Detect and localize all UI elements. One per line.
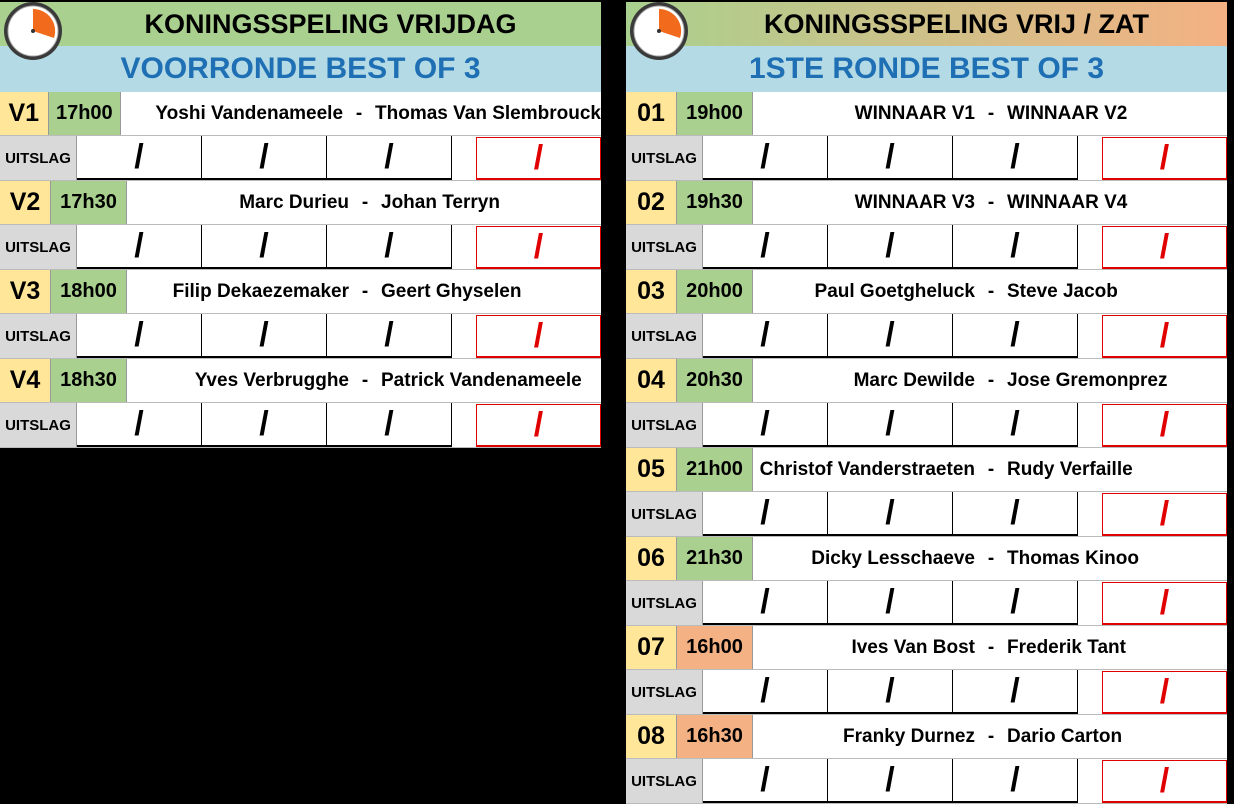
match-number: 03 bbox=[626, 270, 677, 313]
result-row bbox=[626, 136, 1227, 181]
set-score-cell-2[interactable]: / bbox=[202, 225, 327, 269]
set-score-cell-3[interactable]: / bbox=[953, 136, 1078, 180]
match-players bbox=[753, 537, 1227, 580]
match-number: 02 bbox=[626, 181, 677, 224]
result-row bbox=[626, 314, 1227, 359]
cell-gap bbox=[452, 225, 476, 269]
set-score-cell-1[interactable]: / bbox=[77, 403, 202, 447]
match-row bbox=[626, 270, 1227, 314]
result-row bbox=[0, 403, 601, 448]
set-score-cell-2[interactable]: / bbox=[828, 314, 953, 358]
result-row bbox=[626, 670, 1227, 715]
result-row bbox=[626, 581, 1227, 626]
player-two: Jose Gremonprez bbox=[1007, 369, 1168, 391]
match-players bbox=[753, 359, 1227, 402]
set-score-cell-3[interactable]: / bbox=[953, 759, 1078, 803]
player-two: Thomas Van Slembrouck bbox=[375, 102, 601, 124]
player-one: Yves Verbrugghe bbox=[194, 369, 349, 391]
match-number: 08 bbox=[626, 715, 677, 758]
versus-separator: - bbox=[361, 191, 369, 213]
match-number: V4 bbox=[0, 359, 51, 402]
set-score-cell-2[interactable]: / bbox=[828, 403, 953, 447]
result-label: UITSLAG bbox=[626, 136, 703, 180]
match-time: 21h00 bbox=[677, 448, 753, 491]
panel-subtitle: 1STE RONDE BEST OF 3 bbox=[626, 46, 1227, 92]
player-two: Dario Carton bbox=[1007, 725, 1123, 747]
total-score-cell[interactable]: / bbox=[1102, 315, 1227, 358]
player-one: Marc Dewilde bbox=[853, 369, 975, 391]
match-time: 17h00 bbox=[49, 92, 121, 135]
match-row bbox=[0, 92, 601, 136]
match-number: 04 bbox=[626, 359, 677, 402]
result-row bbox=[626, 225, 1227, 270]
set-score-cell-1[interactable]: / bbox=[703, 403, 828, 447]
result-label: UITSLAG bbox=[626, 581, 703, 625]
total-score-cell[interactable]: / bbox=[1102, 137, 1227, 180]
result-row bbox=[0, 136, 601, 181]
set-score-cell-1[interactable]: / bbox=[77, 136, 202, 180]
set-score-cell-1[interactable]: / bbox=[703, 581, 828, 625]
player-two: WINNAAR V2 bbox=[1007, 102, 1128, 124]
set-score-cell-3[interactable]: / bbox=[953, 670, 1078, 714]
match-row bbox=[0, 270, 601, 314]
match-players bbox=[127, 270, 601, 313]
set-score-cell-3[interactable]: / bbox=[327, 136, 452, 180]
set-score-cell-2[interactable]: / bbox=[828, 492, 953, 536]
match-row bbox=[626, 626, 1227, 670]
player-one: Filip Dekaezemaker bbox=[172, 280, 349, 302]
cell-gap bbox=[452, 136, 476, 180]
match-players bbox=[753, 448, 1227, 491]
match-time: 17h30 bbox=[51, 181, 127, 224]
match-time: 19h00 bbox=[677, 92, 753, 135]
versus-separator: - bbox=[987, 191, 995, 213]
total-score-cell[interactable]: / bbox=[1102, 671, 1227, 714]
panel-voorronde bbox=[0, 0, 601, 448]
player-one: Dicky Lesschaeve bbox=[811, 547, 975, 569]
versus-separator: - bbox=[987, 102, 995, 124]
result-label: UITSLAG bbox=[626, 403, 703, 447]
set-score-cell-1[interactable]: / bbox=[703, 136, 828, 180]
player-one: Paul Goetgheluck bbox=[814, 280, 975, 302]
set-score-cell-3[interactable]: / bbox=[327, 314, 452, 358]
match-row bbox=[626, 715, 1227, 759]
total-score-cell[interactable]: / bbox=[476, 315, 601, 358]
match-time: 18h30 bbox=[51, 359, 127, 402]
cell-gap bbox=[1078, 581, 1102, 625]
versus-separator: - bbox=[987, 636, 995, 658]
versus-separator: - bbox=[987, 458, 995, 480]
match-list bbox=[0, 92, 601, 448]
player-two: Rudy Verfaille bbox=[1007, 458, 1133, 480]
match-number: V1 bbox=[0, 92, 49, 135]
set-score-cell-2[interactable]: / bbox=[828, 759, 953, 803]
cell-gap bbox=[1078, 403, 1102, 447]
set-score-cell-3[interactable]: / bbox=[953, 581, 1078, 625]
player-one: Franky Durnez bbox=[843, 725, 975, 747]
match-time: 19h30 bbox=[677, 181, 753, 224]
set-score-cell-3[interactable]: / bbox=[327, 403, 452, 447]
match-number: 06 bbox=[626, 537, 677, 580]
cell-gap bbox=[1078, 670, 1102, 714]
set-score-cell-2[interactable]: / bbox=[828, 225, 953, 269]
set-score-cell-2[interactable]: / bbox=[828, 581, 953, 625]
result-label: UITSLAG bbox=[0, 403, 77, 447]
versus-separator: - bbox=[987, 280, 995, 302]
match-players bbox=[127, 359, 601, 402]
match-row bbox=[0, 181, 601, 225]
player-one: Marc Durieu bbox=[239, 191, 349, 213]
match-number: 05 bbox=[626, 448, 677, 491]
match-number: V2 bbox=[0, 181, 51, 224]
panel-title: KONINGSSPELING VRIJDAG bbox=[0, 0, 601, 46]
total-score-cell[interactable]: / bbox=[476, 226, 601, 269]
result-label: UITSLAG bbox=[0, 314, 77, 358]
versus-separator: - bbox=[355, 102, 363, 124]
match-number: V3 bbox=[0, 270, 51, 313]
player-two: Steve Jacob bbox=[1007, 280, 1118, 302]
match-row bbox=[626, 359, 1227, 403]
cell-gap bbox=[452, 314, 476, 358]
result-row bbox=[0, 225, 601, 270]
result-label: UITSLAG bbox=[626, 492, 703, 536]
match-players bbox=[127, 181, 601, 224]
set-score-cell-1[interactable]: / bbox=[703, 492, 828, 536]
player-one: WINNAAR V1 bbox=[854, 102, 975, 124]
total-score-cell[interactable]: / bbox=[476, 137, 601, 180]
player-two: Patrick Vandenameele bbox=[381, 369, 582, 391]
set-score-cell-3[interactable]: / bbox=[953, 314, 1078, 358]
player-one: Ives Van Bost bbox=[851, 636, 975, 658]
match-list bbox=[626, 92, 1227, 804]
set-score-cell-1[interactable]: / bbox=[77, 225, 202, 269]
result-label: UITSLAG bbox=[0, 136, 77, 180]
result-row bbox=[626, 759, 1227, 804]
set-score-cell-1[interactable]: / bbox=[77, 314, 202, 358]
match-number: 07 bbox=[626, 626, 677, 669]
match-row bbox=[626, 181, 1227, 225]
set-score-cell-1[interactable]: / bbox=[703, 314, 828, 358]
cell-gap bbox=[452, 403, 476, 447]
total-score-cell[interactable]: / bbox=[1102, 404, 1227, 447]
match-row bbox=[0, 359, 601, 403]
set-score-cell-2[interactable]: / bbox=[202, 136, 327, 180]
total-score-cell[interactable]: / bbox=[1102, 493, 1227, 536]
set-score-cell-3[interactable]: / bbox=[953, 225, 1078, 269]
set-score-cell-1[interactable]: / bbox=[703, 670, 828, 714]
match-time: 16h30 bbox=[677, 715, 753, 758]
match-time: 20h00 bbox=[677, 270, 753, 313]
player-one: WINNAAR V3 bbox=[854, 191, 975, 213]
match-players bbox=[753, 270, 1227, 313]
match-players bbox=[121, 92, 601, 135]
cell-gap bbox=[1078, 314, 1102, 358]
set-score-cell-2[interactable]: / bbox=[202, 403, 327, 447]
match-row bbox=[626, 92, 1227, 136]
versus-separator: - bbox=[361, 280, 369, 302]
set-score-cell-3[interactable]: / bbox=[327, 225, 452, 269]
match-row bbox=[626, 537, 1227, 581]
result-row bbox=[0, 314, 601, 359]
cell-gap bbox=[1078, 492, 1102, 536]
match-time: 20h30 bbox=[677, 359, 753, 402]
match-players bbox=[753, 181, 1227, 224]
match-time: 16h00 bbox=[677, 626, 753, 669]
player-two: Geert Ghyselen bbox=[381, 280, 522, 302]
total-score-cell[interactable]: / bbox=[476, 404, 601, 447]
total-score-cell[interactable]: / bbox=[1102, 582, 1227, 625]
result-label: UITSLAG bbox=[626, 759, 703, 803]
match-players bbox=[753, 92, 1227, 135]
player-two: Johan Terryn bbox=[381, 191, 500, 213]
versus-separator: - bbox=[987, 547, 995, 569]
match-players bbox=[753, 715, 1227, 758]
result-label: UITSLAG bbox=[626, 314, 703, 358]
total-score-cell[interactable]: / bbox=[1102, 226, 1227, 269]
match-players bbox=[753, 626, 1227, 669]
result-row bbox=[626, 492, 1227, 537]
panel-title: KONINGSSPELING VRIJ / ZAT bbox=[626, 0, 1227, 46]
stopwatch-icon bbox=[2, 0, 64, 62]
match-time: 21h30 bbox=[677, 537, 753, 580]
result-label: UITSLAG bbox=[626, 670, 703, 714]
cell-gap bbox=[1078, 225, 1102, 269]
panel-subtitle: VOORRONDE BEST OF 3 bbox=[0, 46, 601, 92]
stopwatch-icon bbox=[628, 0, 690, 62]
player-two: Frederik Tant bbox=[1007, 636, 1126, 658]
result-label: UITSLAG bbox=[0, 225, 77, 269]
set-score-cell-3[interactable]: / bbox=[953, 492, 1078, 536]
set-score-cell-2[interactable]: / bbox=[828, 670, 953, 714]
versus-separator: - bbox=[361, 369, 369, 391]
set-score-cell-1[interactable]: / bbox=[703, 225, 828, 269]
result-row bbox=[626, 403, 1227, 448]
player-one: Christof Vanderstraeten bbox=[759, 458, 975, 480]
set-score-cell-2[interactable]: / bbox=[202, 314, 327, 358]
match-row bbox=[626, 448, 1227, 492]
cell-gap bbox=[1078, 759, 1102, 803]
match-number: 01 bbox=[626, 92, 677, 135]
cell-gap bbox=[1078, 136, 1102, 180]
result-label: UITSLAG bbox=[626, 225, 703, 269]
set-score-cell-1[interactable]: / bbox=[703, 759, 828, 803]
versus-separator: - bbox=[987, 369, 995, 391]
player-one: Yoshi Vandenameele bbox=[155, 102, 344, 124]
player-two: WINNAAR V4 bbox=[1007, 191, 1128, 213]
total-score-cell[interactable]: / bbox=[1102, 760, 1227, 803]
match-time: 18h00 bbox=[51, 270, 127, 313]
versus-separator: - bbox=[987, 725, 995, 747]
player-two: Thomas Kinoo bbox=[1007, 547, 1139, 569]
set-score-cell-3[interactable]: / bbox=[953, 403, 1078, 447]
panel-eerste-ronde bbox=[626, 0, 1227, 804]
set-score-cell-2[interactable]: / bbox=[828, 136, 953, 180]
